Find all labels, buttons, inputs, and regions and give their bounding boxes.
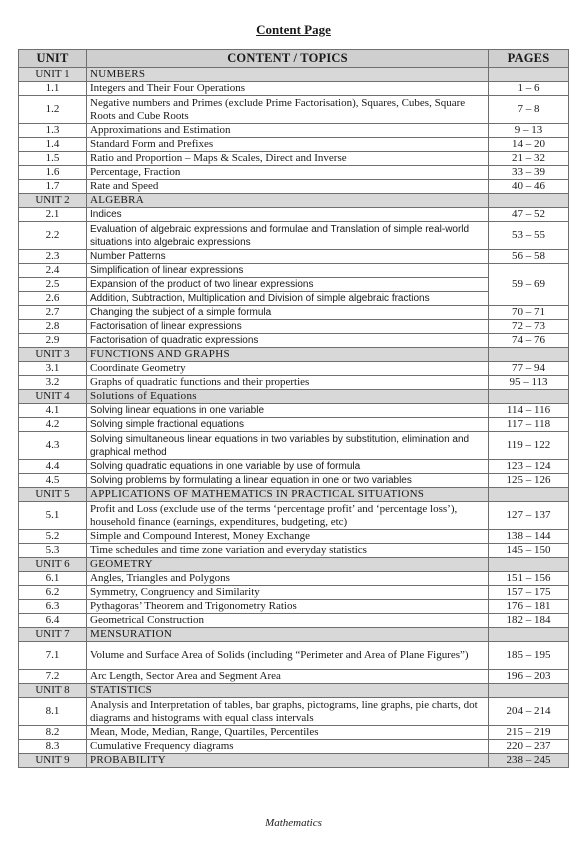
topic-title: Evaluation of algebraic expressions and formulae and Translation of simple real-world situations into algebraic expressions xyxy=(87,222,489,250)
topic-row xyxy=(19,502,569,530)
topic-row xyxy=(19,670,569,684)
topic-number: 1.4 xyxy=(19,138,87,152)
topic-number: 4.3 xyxy=(19,432,87,460)
topic-row xyxy=(19,614,569,628)
topic-title: Analysis and Interpretation of tables, bar graphs, pictograms, line graphs, pie charts, dot diagrams and histograms with equal class intervals xyxy=(87,698,489,726)
unit-title: MENSURATION xyxy=(87,628,489,642)
unit-title: APPLICATIONS OF MATHEMATICS IN PRACTICAL SITUATIONS xyxy=(87,488,489,502)
unit-pages xyxy=(489,488,569,502)
unit-label: UNIT 5 xyxy=(19,488,87,502)
topic-number: 1.2 xyxy=(19,96,87,124)
topic-number: 2.9 xyxy=(19,334,87,348)
topic-pages: 176 – 181 xyxy=(489,600,569,614)
topic-number: 2.8 xyxy=(19,320,87,334)
unit-label: UNIT 6 xyxy=(19,558,87,572)
topic-title: Graphs of quadratic functions and their properties xyxy=(87,376,489,390)
topic-row xyxy=(19,124,569,138)
unit-row xyxy=(19,68,569,82)
topic-number: 1.1 xyxy=(19,82,87,96)
unit-title: NUMBERS xyxy=(87,68,489,82)
topic-row xyxy=(19,726,569,740)
topic-title: Solving linear equations in one variable xyxy=(87,404,489,418)
topic-pages: 72 – 73 xyxy=(489,320,569,334)
topic-title: Arc Length, Sector Area and Segment Area xyxy=(87,670,489,684)
topic-pages: 40 – 46 xyxy=(489,180,569,194)
topic-pages: 21 – 32 xyxy=(489,152,569,166)
topic-pages: 74 – 76 xyxy=(489,334,569,348)
unit-pages: 238 – 245 xyxy=(489,754,569,768)
topic-number: 1.5 xyxy=(19,152,87,166)
unit-column-header: UNIT xyxy=(19,50,87,68)
topic-row xyxy=(19,138,569,152)
unit-title: PROBABILITY xyxy=(87,754,489,768)
topic-title: Factorisation of linear expressions xyxy=(87,320,489,334)
topic-title: Integers and Their Four Operations xyxy=(87,82,489,96)
topic-pages: 145 – 150 xyxy=(489,544,569,558)
topic-pages: 127 – 137 xyxy=(489,502,569,530)
unit-row xyxy=(19,684,569,698)
topic-title: Angles, Triangles and Polygons xyxy=(87,572,489,586)
topic-title: Volume and Surface Area of Solids (including “Perimeter and Area of Plane Figures”) xyxy=(87,642,489,670)
topic-pages: 220 – 237 xyxy=(489,740,569,754)
topic-title: Number Patterns xyxy=(87,250,489,264)
topic-row xyxy=(19,572,569,586)
topic-title: Addition, Subtraction, Multiplication and Division of simple algebraic fractions xyxy=(87,292,489,306)
unit-title: STATISTICS xyxy=(87,684,489,698)
topic-number: 8.2 xyxy=(19,726,87,740)
topic-pages: 117 – 118 xyxy=(489,418,569,432)
topic-pages: 119 – 122 xyxy=(489,432,569,460)
unit-pages xyxy=(489,684,569,698)
topic-number: 2.2 xyxy=(19,222,87,250)
topic-row xyxy=(19,320,569,334)
topic-row xyxy=(19,600,569,614)
unit-label: UNIT 1 xyxy=(19,68,87,82)
topic-row xyxy=(19,362,569,376)
topic-title: Rate and Speed xyxy=(87,180,489,194)
topic-pages: 33 – 39 xyxy=(489,166,569,180)
unit-title: FUNCTIONS AND GRAPHS xyxy=(87,348,489,362)
topic-row xyxy=(19,418,569,432)
topic-title: Simplification of linear expressions xyxy=(87,264,489,278)
unit-pages xyxy=(489,194,569,208)
unit-label: UNIT 2 xyxy=(19,194,87,208)
topic-row xyxy=(19,82,569,96)
topic-pages: 59 – 69 xyxy=(489,264,569,306)
topic-pages: 77 – 94 xyxy=(489,362,569,376)
topic-row xyxy=(19,306,569,320)
topic-title: Factorisation of quadratic expressions xyxy=(87,334,489,348)
topic-number: 6.2 xyxy=(19,586,87,600)
topic-number: 6.1 xyxy=(19,572,87,586)
topic-pages: 125 – 126 xyxy=(489,474,569,488)
topic-title: Approximations and Estimation xyxy=(87,124,489,138)
page-footer: Mathematics xyxy=(265,817,322,829)
topic-number: 6.3 xyxy=(19,600,87,614)
topic-pages: 215 – 219 xyxy=(489,726,569,740)
topic-number: 2.3 xyxy=(19,250,87,264)
topic-row xyxy=(19,474,569,488)
topic-title: Solving quadratic equations in one variable by use of formula xyxy=(87,460,489,474)
topic-number: 2.7 xyxy=(19,306,87,320)
topic-row xyxy=(19,264,569,278)
unit-title: ALGEBRA xyxy=(87,194,489,208)
unit-row xyxy=(19,754,569,768)
topic-pages: 53 – 55 xyxy=(489,222,569,250)
topic-title: Negative numbers and Primes (exclude Prime Factorisation), Squares, Cubes, Square Roots and Cube Roots xyxy=(87,96,489,124)
topic-number: 1.7 xyxy=(19,180,87,194)
topic-title: Coordinate Geometry xyxy=(87,362,489,376)
topic-row xyxy=(19,642,569,670)
contents-table xyxy=(18,49,569,768)
topic-number: 1.6 xyxy=(19,166,87,180)
topic-number: 8.1 xyxy=(19,698,87,726)
unit-pages xyxy=(489,558,569,572)
topic-row xyxy=(19,250,569,264)
topic-title: Simple and Compound Interest, Money Exchange xyxy=(87,530,489,544)
unit-pages xyxy=(489,348,569,362)
topic-pages: 151 – 156 xyxy=(489,572,569,586)
topic-row xyxy=(19,586,569,600)
topic-number: 2.4 xyxy=(19,264,87,278)
unit-label: UNIT 8 xyxy=(19,684,87,698)
topic-title: Changing the subject of a simple formula xyxy=(87,306,489,320)
topic-row xyxy=(19,376,569,390)
unit-title: Solutions of Equations xyxy=(87,390,489,404)
topic-pages: 7 – 8 xyxy=(489,96,569,124)
topic-title: Percentage, Fraction xyxy=(87,166,489,180)
topic-pages: 196 – 203 xyxy=(489,670,569,684)
topic-number: 2.1 xyxy=(19,208,87,222)
topic-pages: 114 – 116 xyxy=(489,404,569,418)
topic-row xyxy=(19,698,569,726)
unit-label: UNIT 7 xyxy=(19,628,87,642)
topic-title: Time schedules and time zone variation and everyday statistics xyxy=(87,544,489,558)
unit-row xyxy=(19,558,569,572)
unit-row xyxy=(19,488,569,502)
topic-row xyxy=(19,278,569,292)
topic-number: 3.1 xyxy=(19,362,87,376)
topic-title: Solving simple fractional equations xyxy=(87,418,489,432)
topic-row xyxy=(19,180,569,194)
topic-title: Profit and Loss (exclude use of the terms ‘percentage profit’ and ‘percentage loss’), household finance (earnings, expenditures, budgeting, etc) xyxy=(87,502,489,530)
topic-title: Indices xyxy=(87,208,489,222)
topic-title: Standard Form and Prefixes xyxy=(87,138,489,152)
topics-column-header: CONTENT / TOPICS xyxy=(87,50,489,68)
table-header-row xyxy=(19,50,569,68)
topic-number: 5.3 xyxy=(19,544,87,558)
topic-pages: 204 – 214 xyxy=(489,698,569,726)
topic-title: Solving problems by formulating a linear equation in one or two variables xyxy=(87,474,489,488)
topic-title: Cumulative Frequency diagrams xyxy=(87,740,489,754)
topic-number: 4.5 xyxy=(19,474,87,488)
unit-pages xyxy=(489,390,569,404)
topic-row xyxy=(19,544,569,558)
topic-pages: 70 – 71 xyxy=(489,306,569,320)
topic-pages: 157 – 175 xyxy=(489,586,569,600)
topic-row xyxy=(19,404,569,418)
topic-row xyxy=(19,460,569,474)
topic-number: 3.2 xyxy=(19,376,87,390)
topic-row xyxy=(19,740,569,754)
topic-number: 8.3 xyxy=(19,740,87,754)
topic-number: 2.6 xyxy=(19,292,87,306)
topic-row xyxy=(19,432,569,460)
unit-pages xyxy=(489,68,569,82)
topic-title: Pythagoras’ Theorem and Trigonometry Ratios xyxy=(87,600,489,614)
topic-row xyxy=(19,334,569,348)
topic-number: 5.1 xyxy=(19,502,87,530)
topic-number: 7.1 xyxy=(19,642,87,670)
unit-pages xyxy=(489,628,569,642)
topic-pages: 1 – 6 xyxy=(489,82,569,96)
page-title: Content Page xyxy=(256,22,331,37)
topic-pages: 185 – 195 xyxy=(489,642,569,670)
topic-row xyxy=(19,208,569,222)
topic-pages: 123 – 124 xyxy=(489,460,569,474)
topic-number: 4.1 xyxy=(19,404,87,418)
topic-number: 2.5 xyxy=(19,278,87,292)
unit-label: UNIT 3 xyxy=(19,348,87,362)
topic-title: Solving simultaneous linear equations in two variables by substitution, elimination and graphical method xyxy=(87,432,489,460)
unit-row xyxy=(19,194,569,208)
unit-label: UNIT 4 xyxy=(19,390,87,404)
topic-row xyxy=(19,222,569,250)
topic-pages: 182 – 184 xyxy=(489,614,569,628)
topic-number: 6.4 xyxy=(19,614,87,628)
topic-number: 4.2 xyxy=(19,418,87,432)
topic-pages: 47 – 52 xyxy=(489,208,569,222)
unit-label: UNIT 9 xyxy=(19,754,87,768)
topic-pages: 14 – 20 xyxy=(489,138,569,152)
topic-row xyxy=(19,166,569,180)
unit-title: GEOMETRY xyxy=(87,558,489,572)
topic-row xyxy=(19,96,569,124)
unit-row xyxy=(19,628,569,642)
unit-row xyxy=(19,348,569,362)
topic-row xyxy=(19,530,569,544)
pages-column-header: PAGES xyxy=(489,50,569,68)
topic-title: Geometrical Construction xyxy=(87,614,489,628)
topic-title: Mean, Mode, Median, Range, Quartiles, Percentiles xyxy=(87,726,489,740)
topic-title: Expansion of the product of two linear expressions xyxy=(87,278,489,292)
topic-number: 1.3 xyxy=(19,124,87,138)
topic-row xyxy=(19,292,569,306)
unit-row xyxy=(19,390,569,404)
topic-title: Symmetry, Congruency and Similarity xyxy=(87,586,489,600)
topic-pages: 138 – 144 xyxy=(489,530,569,544)
topic-pages: 56 – 58 xyxy=(489,250,569,264)
topic-number: 4.4 xyxy=(19,460,87,474)
topic-pages: 9 – 13 xyxy=(489,124,569,138)
topic-number: 7.2 xyxy=(19,670,87,684)
topic-title: Ratio and Proportion – Maps & Scales, Direct and Inverse xyxy=(87,152,489,166)
topic-pages: 95 – 113 xyxy=(489,376,569,390)
topic-row xyxy=(19,152,569,166)
topic-number: 5.2 xyxy=(19,530,87,544)
